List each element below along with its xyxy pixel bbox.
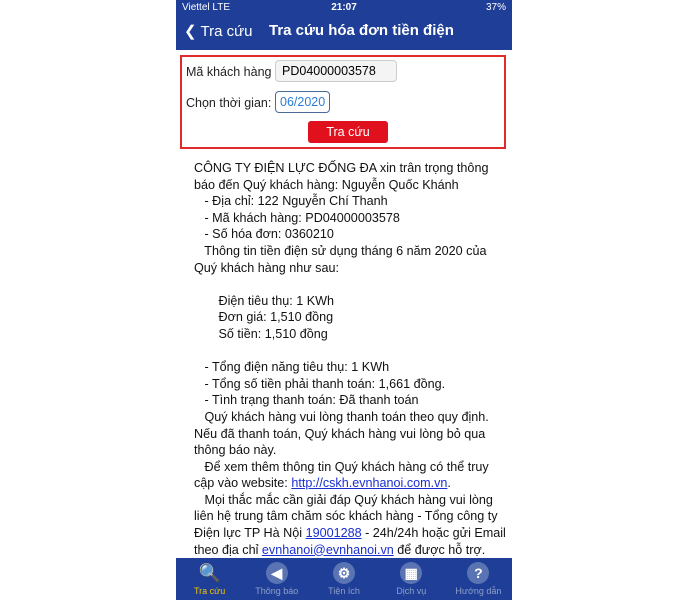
text-line: CÔNG TY ĐIỆN LỰC ĐỐNG ĐA xin trân trọng thông (180, 161, 489, 175)
lookup-form (180, 55, 506, 149)
invoice-info (180, 160, 506, 558)
text-line: theo địa chỉ (180, 542, 262, 557)
text-line: để được hỗ trợ. (393, 542, 486, 557)
text-line: . (447, 476, 451, 491)
text-line: Điện tiêu thụ: 1 KWh (180, 293, 334, 308)
battery: 37% (485, 2, 506, 13)
tab-label: Hướng dẫn (455, 586, 502, 596)
help-icon: ? (467, 562, 489, 584)
clock: 21:07 (331, 2, 357, 13)
text-line: thông báo này. (180, 443, 277, 458)
megaphone-icon: ◀ (266, 562, 288, 584)
text-line: Mọi thắc mắc cần giải đáp Quý khách hàng vui lòng (180, 492, 493, 507)
tab-tra-cuu[interactable] (176, 558, 243, 600)
text-line: - Tổng điện năng tiêu thụ: 1 KWh (180, 360, 390, 375)
tab-label: Tra cứu (194, 586, 226, 596)
text-line: liên hệ trung tâm chăm sóc khách hàng - Tổng công ty (180, 509, 498, 524)
text-line: - 24h/24h hoặc gửi Email (361, 526, 506, 541)
text-line: Điện lực TP Hà Nội (180, 526, 306, 541)
text-line: báo đến Quý khách hàng: Nguyễn Quốc Khánh (180, 177, 459, 192)
website-link[interactable]: http://cskh.evnhanoi.com.vn (291, 476, 448, 491)
text-line: - Tổng số tiền phải thanh toán: 1,661 đồng. (180, 376, 446, 391)
carrier: Viettel LTE (182, 2, 230, 13)
cart-icon: ▦ (400, 562, 422, 584)
header-bar (176, 0, 512, 50)
phone-screen (176, 0, 512, 600)
text-line: Số tiền: 1,510 đồng (180, 326, 328, 341)
tab-label: Tiện ích (328, 586, 360, 596)
text-line: - Số hóa đơn: 0360210 (180, 227, 334, 242)
text-line: Quý khách hàng như sau: (180, 260, 339, 275)
period-picker[interactable]: 06/2020 (275, 91, 330, 113)
chevron-left-icon: ❮ (184, 23, 201, 40)
period-label: Chọn thời gian: (186, 96, 272, 110)
customer-id-input[interactable]: PD04000003578 (275, 60, 397, 82)
text-line: - Mã khách hàng: PD04000003578 (180, 210, 400, 225)
back-button[interactable] (184, 22, 252, 40)
text-line: Để xem thêm thông tin Quý khách hàng có thể truy (180, 459, 489, 474)
page-title: Tra cứu hóa đơn tiền điện (269, 22, 454, 39)
customer-id-label: Mã khách hàng (186, 65, 272, 79)
user-gear-icon: ⚙ (333, 562, 355, 584)
tab-label: Dịch vụ (396, 586, 427, 596)
text-line: Quý khách hàng vui lòng thanh toán theo quy định. (180, 409, 489, 424)
email-link[interactable]: evnhanoi@evnhanoi.vn (261, 542, 394, 557)
search-icon: 🔍 (198, 563, 222, 583)
text-line: Nếu đã thanh toán, Quý khách hàng vui lòng bỏ qua (180, 426, 486, 441)
text-line: - Địa chỉ: 122 Nguyễn Chí Thanh (180, 194, 388, 209)
tab-huong-dan[interactable] (445, 558, 512, 600)
text-line: - Tình trạng thanh toán: Đã thanh toán (180, 393, 419, 408)
back-label: Tra cứu (200, 23, 253, 40)
hotline-link[interactable]: 19001288 (305, 526, 362, 541)
bottom-tab-bar (176, 558, 512, 600)
tab-thong-bao[interactable] (243, 558, 310, 600)
tab-tien-ich[interactable] (310, 558, 377, 600)
text-line: cập vào website: (180, 476, 292, 491)
tab-label: Thông báo (255, 586, 299, 596)
status-bar (182, 2, 506, 14)
text-line: Thông tin tiền điện sử dụng tháng 6 năm 2020 của (180, 243, 487, 258)
text-line: Đơn giá: 1,510 đồng (180, 310, 334, 325)
tab-dich-vu[interactable] (378, 558, 445, 600)
lookup-button[interactable]: Tra cứu (308, 121, 388, 143)
